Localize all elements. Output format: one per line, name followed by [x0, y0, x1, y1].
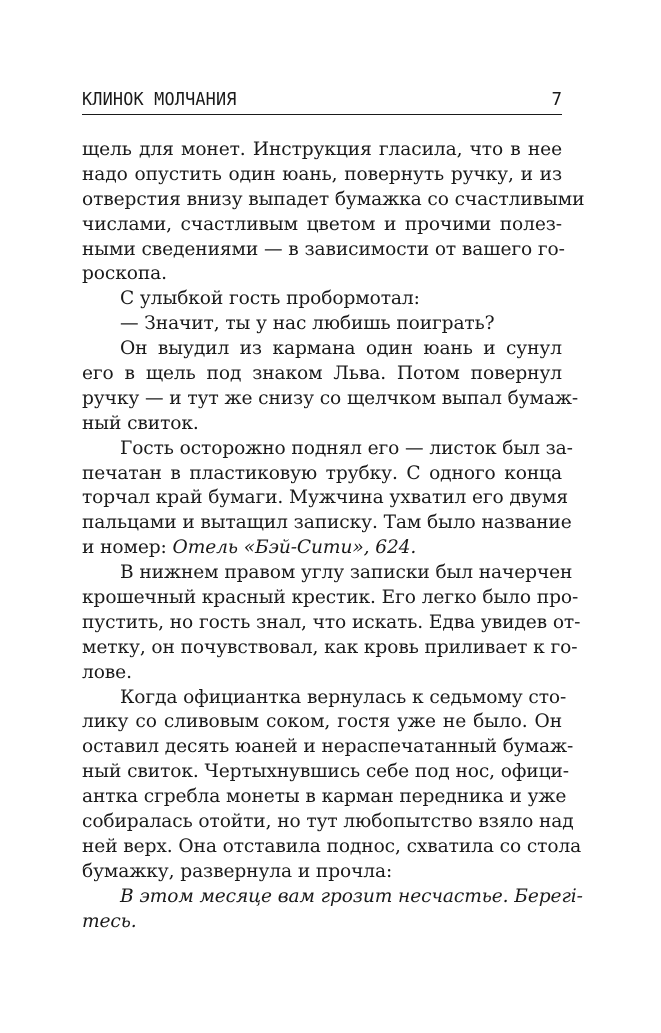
text-line-prefix: и номер:: [82, 537, 173, 559]
text-line: отверстия внизу выпадет бумажка со счастливыми: [82, 188, 585, 210]
text-line: торчал край бумаги. Мужчина ухватил его двумя: [82, 487, 568, 509]
text-line: С улыбкой гость пробормотал:: [120, 288, 420, 310]
text-line: антка сгребла монеты в карман передника и уже: [82, 786, 567, 808]
text-line: пустить, но гость знал, что искать. Едва увидев от-: [82, 611, 581, 633]
text-line: оставил десять юаней и нераспечатанный бумаж-: [82, 736, 574, 758]
text-line: В нижнем правом углу записки был начерчен: [120, 562, 573, 584]
text-line: крошечный красный крестик. Его легко было про-: [82, 587, 579, 609]
text-line: ней верх. Она отставила поднос, схватила со стола: [82, 835, 582, 857]
text-line: числами, счастливым цветом и прочими полез-: [82, 213, 562, 235]
text-line: Когда официантка вернулась к седьмому сто-: [120, 686, 567, 708]
text-line: Гость осторожно поднял его — листок был за-: [120, 437, 573, 459]
text-line: роскопа.: [82, 263, 167, 285]
text-line: метку, он почувствовал, как кровь приливает к го-: [82, 636, 578, 658]
text-line: тесь.: [82, 910, 137, 932]
text-line: В этом месяце вам грозит несчастье. Берегi-: [120, 885, 583, 907]
text-line: печатан в пластиковую трубку. С одного конца: [82, 462, 562, 484]
page-number: 7: [551, 90, 562, 110]
text-line: бумажку, развернула и прочла:: [82, 860, 393, 882]
text-line: лове.: [82, 661, 132, 683]
running-title: КЛИНОК МОЛЧАНИЯ: [82, 90, 237, 110]
text-line: надо опустить один юань, повернуть ручку, и из: [82, 163, 562, 185]
hotel-name: Отель «Бэй-Сити», 624.: [172, 537, 417, 559]
text-line: Он выудил из кармана один юань и сунул: [120, 338, 562, 360]
text-line: его в щель под знаком Льва. Потом повернул: [82, 363, 562, 385]
text-line: — Значит, ты у нас любишь поиграть?: [120, 313, 495, 335]
text-line: щель для монет. Инструкция гласила, что в нее: [82, 139, 562, 160]
text-line: ный свиток.: [82, 412, 199, 434]
text-line: ручку — и тут же снизу со щелчком выпал бумаж-: [82, 387, 579, 409]
page-header: [82, 88, 562, 115]
text-line: [82, 536, 562, 561]
text-line: лику со сливовым соком, гостя уже не было. Он: [82, 711, 562, 733]
text-line: пальцами и вытащил записку. Там было название: [82, 512, 572, 534]
text-line: ный свиток. Чертыхнувшись себе под нос, офици-: [82, 761, 569, 783]
text-line: ными сведениями — в зависимости от вашего го-: [82, 238, 565, 260]
body-text: [82, 138, 585, 935]
text-line: собиралась отойти, но тут любопытство взяло над: [82, 811, 574, 833]
